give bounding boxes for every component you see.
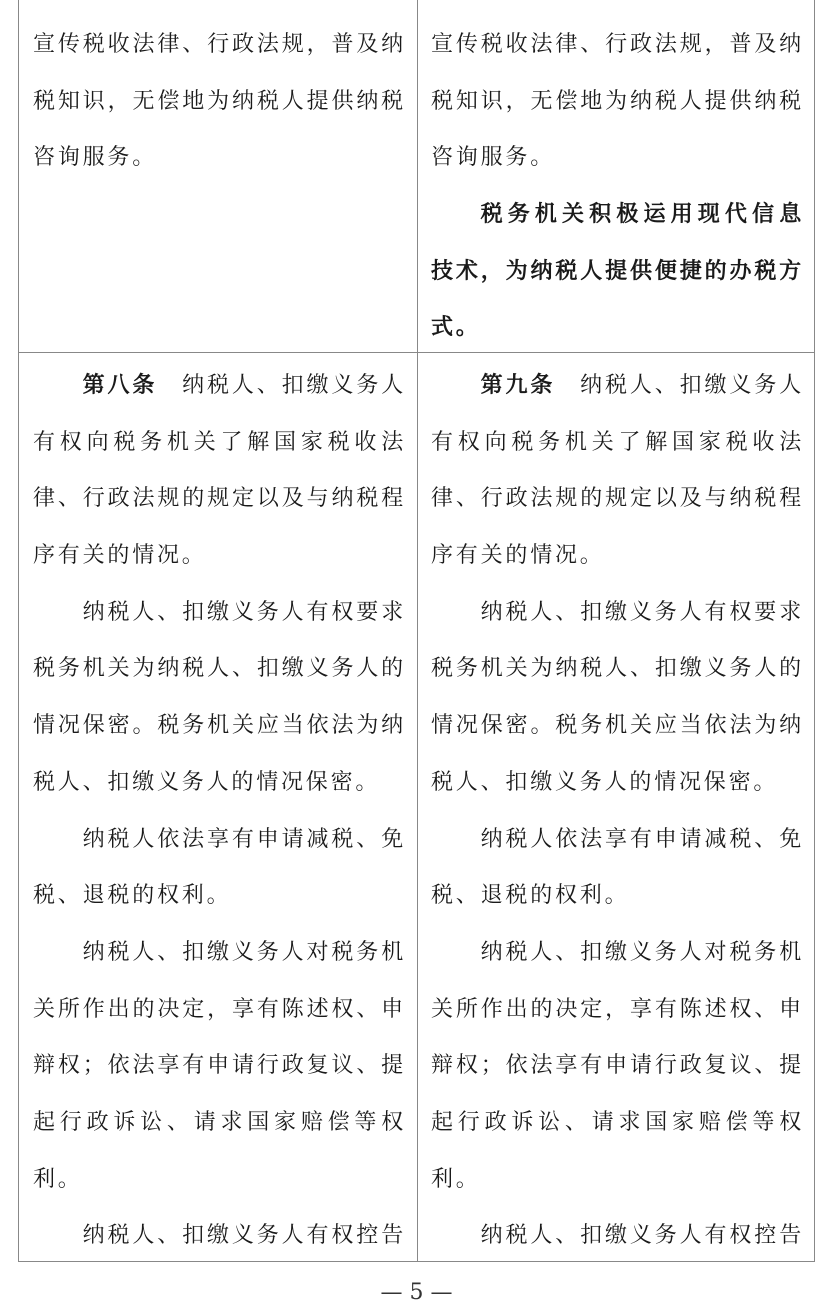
line-text: 纳税人、扣缴义务人有权控告 [480, 1223, 804, 1249]
article-number: 第九条 [480, 373, 556, 398]
line-text: 宣传税收法律、行政法规，普及纳 [431, 32, 804, 57]
text-line [431, 358, 804, 415]
line-text: 纳税人、扣缴义务人有权要求 [82, 599, 406, 625]
text-line [431, 585, 804, 642]
paragraph [33, 1208, 406, 1265]
text-line [33, 812, 406, 869]
paragraph [431, 585, 804, 812]
line-text: 税、退税的权利。 [431, 883, 630, 909]
paragraph [33, 925, 406, 1208]
line-text: 税人、扣缴义务人的情况保密。 [431, 769, 779, 795]
line-text: 税知识，无偿地为纳税人提供纳税 [33, 88, 406, 114]
line-text: 情况保密。税务机关应当依法为纳 [431, 713, 804, 739]
text-line [431, 812, 804, 869]
text-line [431, 74, 804, 131]
text-line [431, 17, 804, 74]
text-line [33, 74, 406, 131]
text-line [431, 130, 804, 187]
paragraph [431, 187, 804, 357]
line-text: 序有关的情况。 [33, 543, 207, 569]
line-text: 技术，为纳税人提供便捷的办税方 [431, 258, 804, 284]
paragraph [431, 1208, 804, 1265]
line-text: 纳税人依法享有申请减税、免 [82, 826, 406, 852]
line-text: 纳税人、扣缴义务人有权控告 [82, 1223, 406, 1249]
line-text: 咨询服务。 [431, 145, 556, 171]
line-text: 税、退税的权利。 [33, 883, 232, 909]
paragraph [431, 17, 804, 187]
text-line [431, 187, 804, 244]
line-text: 律、行政法规的规定以及与纳税程 [33, 486, 406, 512]
line-text: 起行政诉讼、请求国家赔偿等权 [33, 1109, 406, 1135]
text-line [33, 358, 406, 415]
text-line [431, 698, 804, 755]
text-line [431, 1038, 804, 1095]
text-line [431, 244, 804, 301]
text-line [431, 755, 804, 812]
text-line [431, 1152, 804, 1209]
text-line [431, 982, 804, 1039]
paragraph [33, 358, 406, 585]
line-text: 纳税人、扣缴义务人 [580, 373, 804, 398]
line-text: 律、行政法规的规定以及与纳税程 [431, 486, 804, 512]
cell-old-text-row-1 [33, 17, 406, 187]
text-line [33, 755, 406, 812]
article-number: 第八条 [82, 373, 158, 398]
text-line [431, 1208, 804, 1265]
line-text: 纳税人、扣缴义务人有权要求 [480, 599, 804, 625]
line-text: 序有关的情况。 [431, 543, 605, 569]
text-line [431, 415, 804, 472]
line-text: 税知识，无偿地为纳税人提供纳税 [431, 88, 804, 114]
text-line [33, 130, 406, 187]
paragraph [431, 358, 804, 585]
cell-new-text-row-1 [431, 17, 804, 357]
cell-new-text-row-2 [431, 358, 804, 1265]
page-number: — 5 — [380, 1280, 453, 1305]
line-text: 利。 [33, 1166, 83, 1192]
text-line [33, 925, 406, 982]
comparison-table [18, 0, 815, 1262]
paragraph [431, 812, 804, 925]
line-text: 利。 [431, 1166, 481, 1192]
line-text: 情况保密。税务机关应当依法为纳 [33, 713, 406, 739]
text-line [33, 471, 406, 528]
line-text: 税人、扣缴义务人的情况保密。 [33, 769, 381, 795]
line-text: 纳税人、扣缴义务人 [182, 373, 406, 398]
text-line [431, 925, 804, 982]
text-line [431, 300, 804, 357]
text-line [33, 1208, 406, 1265]
text-line [431, 471, 804, 528]
text-line [33, 641, 406, 698]
line-text: 有权向税务机关了解国家税收法 [431, 429, 804, 455]
text-line [431, 528, 804, 585]
line-text: 辩权；依法享有申请行政复议、提 [431, 1053, 804, 1079]
line-text: 式。 [431, 315, 481, 341]
line-text: 宣传税收法律、行政法规，普及纳 [33, 32, 406, 57]
line-text: 纳税人、扣缴义务人对税务机 [82, 939, 406, 965]
line-text: 税务机关积极运用现代信息 [480, 202, 804, 228]
paragraph [33, 17, 406, 187]
text-line [33, 1095, 406, 1152]
line-text: 关所作出的决定，享有陈述权、申 [431, 996, 804, 1022]
cell-old-text-row-2 [33, 358, 406, 1265]
line-text: 起行政诉讼、请求国家赔偿等权 [431, 1109, 804, 1135]
paragraph [33, 812, 406, 925]
column-divider [417, 0, 418, 1261]
text-line [33, 528, 406, 585]
text-line [33, 698, 406, 755]
line-text: 纳税人、扣缴义务人对税务机 [480, 939, 804, 965]
text-line [33, 415, 406, 472]
text-line [431, 1095, 804, 1152]
paragraph [431, 925, 804, 1208]
text-line [33, 585, 406, 642]
text-line [431, 641, 804, 698]
text-line [33, 1152, 406, 1209]
paragraph [33, 585, 406, 812]
line-text: 关所作出的决定，享有陈述权、申 [33, 996, 406, 1022]
text-line [33, 982, 406, 1039]
line-text: 税务机关为纳税人、扣缴义务人的 [431, 656, 804, 682]
line-text: 咨询服务。 [33, 145, 158, 171]
text-line [431, 868, 804, 925]
text-line [33, 17, 406, 74]
line-text: 辩权；依法享有申请行政复议、提 [33, 1053, 406, 1079]
text-line [33, 1038, 406, 1095]
text-line [33, 868, 406, 925]
line-text: 税务机关为纳税人、扣缴义务人的 [33, 656, 406, 682]
line-text: 有权向税务机关了解国家税收法 [33, 429, 406, 455]
line-text: 纳税人依法享有申请减税、免 [480, 826, 804, 852]
